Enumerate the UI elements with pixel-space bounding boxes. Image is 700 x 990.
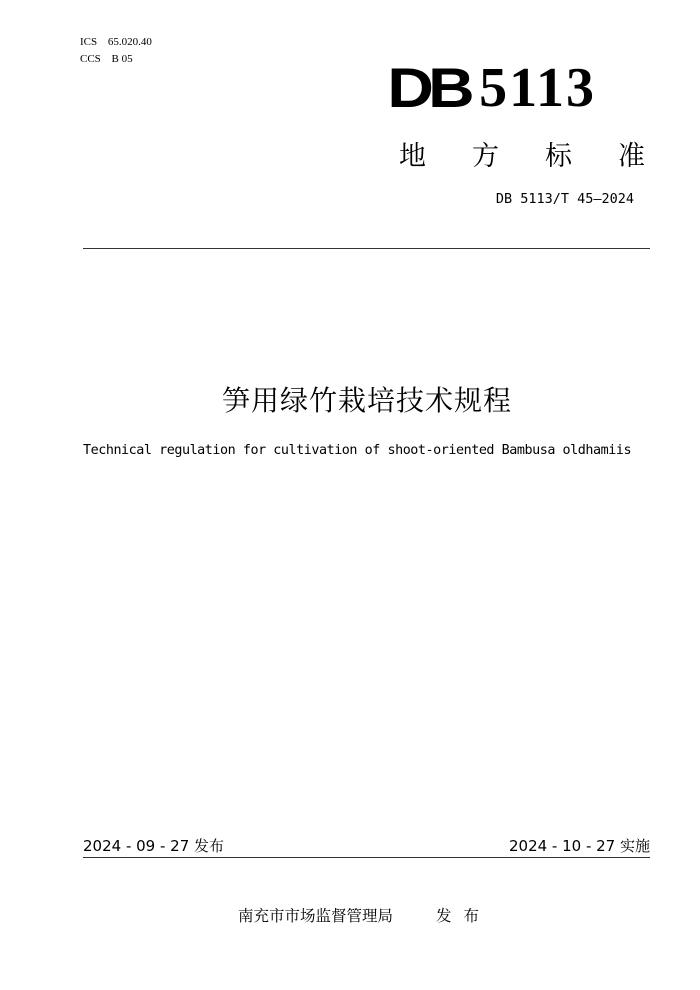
ccs-row	[80, 51, 152, 68]
ics-label: ICS	[80, 36, 98, 48]
issuing-action: 发布	[436, 907, 492, 925]
document-title-chinese: 笋用绿竹栽培技术规程	[221, 384, 512, 417]
document-title-english: Technical regulation for cultivation of shoot-oriented Bambusa oldhamiis	[83, 443, 632, 458]
implementation-date: 2024 - 10 - 27 实施	[508, 837, 650, 855]
ccs-label: CCS	[80, 53, 101, 65]
ics-code: 65.020.40	[107, 36, 152, 48]
header-divider	[83, 248, 650, 249]
classification-codes	[80, 34, 152, 68]
issue-date: 2024 - 09 - 27 发布	[83, 837, 225, 855]
standard-code: DB 5113/T 45—2024	[495, 191, 634, 207]
ics-row	[80, 34, 152, 51]
issuing-authority: 南充市市场监督管理局	[238, 907, 394, 925]
db-logo-number: 5113	[479, 57, 596, 119]
db-standard-logo	[387, 56, 596, 119]
ccs-code: B 05	[111, 53, 133, 65]
footer-divider	[83, 857, 650, 858]
db-logo-letters: DB	[387, 56, 470, 119]
standard-type: 地方标准	[399, 141, 691, 172]
